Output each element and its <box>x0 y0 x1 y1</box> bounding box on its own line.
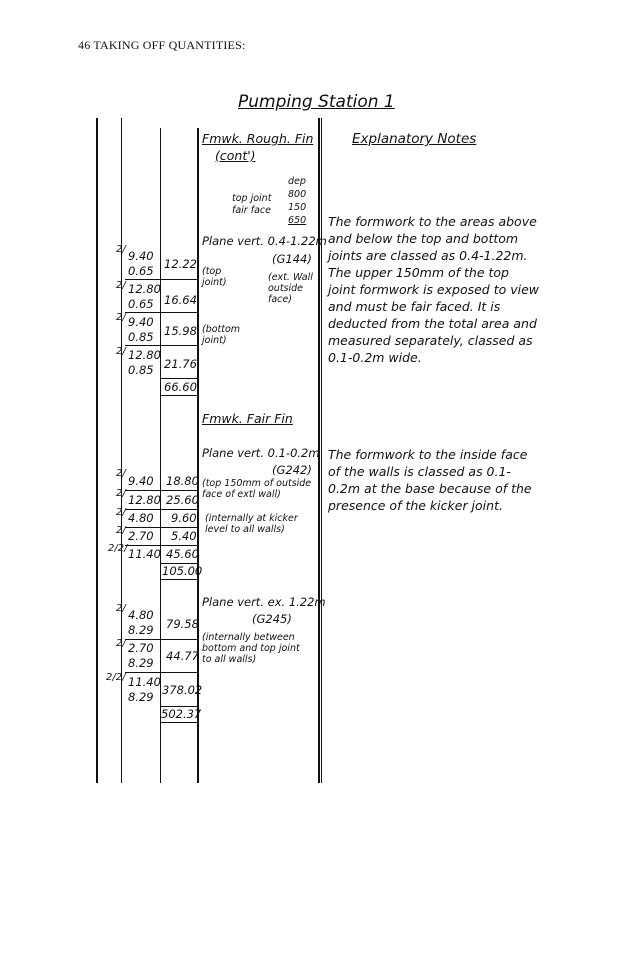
fair-face-label: fair face <box>232 205 271 216</box>
timesing: 2/ <box>116 488 126 499</box>
dim-length: 12.80 <box>128 282 161 296</box>
dim-squared: 21.76 <box>164 357 197 371</box>
dim-squared: 378.02 <box>162 683 203 697</box>
dim-length: 9.40 <box>128 315 154 329</box>
item1-total-box <box>160 378 198 396</box>
item3-total: 502.37 <box>161 707 202 721</box>
dim-squared: 79.58 <box>166 617 199 631</box>
dim-squared: 45.60 <box>166 547 199 561</box>
timesing: 2/2/ <box>108 543 128 554</box>
dim-height: 0.65 <box>128 297 154 311</box>
dim-rule <box>125 509 197 510</box>
dim-squared: 16.64 <box>164 293 197 307</box>
item2-note-b: (internally at kicker level to all walls) <box>205 513 298 535</box>
dim-squared: 18.80 <box>166 474 199 488</box>
dim-rule <box>125 345 197 346</box>
top-joint-label: top joint <box>232 193 272 204</box>
dim-rule <box>125 639 197 640</box>
dim-height: 8.29 <box>128 656 154 670</box>
depth-label: dep <box>288 176 306 187</box>
dim-squared: 15.98 <box>164 324 197 338</box>
dim-length: 11.40 <box>128 675 161 689</box>
item3-description: Plane vert. ex. 1.22m <box>202 595 326 609</box>
dim-rule <box>125 312 197 313</box>
timesing: 2/ <box>116 468 126 479</box>
item1-description: Plane vert. 0.4-1.22m <box>202 234 327 248</box>
item2-total-box <box>160 563 203 580</box>
dim-length: 9.40 <box>128 249 154 263</box>
explanatory-heading: Explanatory Notes <box>352 131 477 147</box>
column-rule <box>321 118 322 783</box>
dim-height: 0.85 <box>128 363 154 377</box>
timesing: 2/2/ <box>106 672 126 683</box>
dim-height: 0.85 <box>128 330 154 344</box>
item1-total: 66.60 <box>164 380 197 394</box>
item2-description: Plane vert. 0.1-0.2m <box>202 446 320 460</box>
column-rule <box>121 118 122 783</box>
dim-rule <box>125 279 197 280</box>
timesing: 2/ <box>116 603 126 614</box>
depth-650: 650 <box>288 215 307 226</box>
dim-squared: 9.60 <box>171 511 197 525</box>
item2-code: (G242) <box>272 463 312 477</box>
page-title: Pumping Station 1 <box>238 92 395 112</box>
depth-150: 150 <box>288 202 307 213</box>
timesing: 2/ <box>116 346 126 357</box>
column-rule <box>96 118 98 783</box>
dim-length: 11.40 <box>128 547 161 561</box>
dim-rule <box>125 527 197 528</box>
dim-height: 0.65 <box>128 264 154 278</box>
item1-ext-wall: (ext. Wall outside face) <box>268 272 313 305</box>
timesing: 2/ <box>116 525 126 536</box>
timesing: 2/ <box>116 638 126 649</box>
item2-note-a: (top 150mm of outside face of extl wall) <box>202 478 312 500</box>
dim-length: 12.80 <box>128 348 161 362</box>
dim-length: 4.80 <box>128 608 154 622</box>
dim-length: 2.70 <box>128 641 154 655</box>
rough-fin-heading: Fmwk. Rough. Fin <box>202 131 314 146</box>
dim-rule <box>125 672 197 673</box>
item3-code: (G245) <box>252 612 292 626</box>
dim-squared: 25.60 <box>166 493 199 507</box>
item1-top-joint: (top joint) <box>202 266 227 288</box>
item3-total-box <box>160 706 202 723</box>
timesing: 2/ <box>116 280 126 291</box>
dim-squared: 44.77 <box>166 649 199 663</box>
dim-squared: 5.40 <box>171 529 197 543</box>
item1-code: (G144) <box>272 252 312 266</box>
item1-bottom-joint: (bottom joint) <box>202 324 241 346</box>
dim-rule <box>125 545 197 546</box>
fair-fin-heading: Fmwk. Fair Fin <box>202 411 293 426</box>
note-1: The formwork to the areas above and below the top and bottom joints are classed as 0.4-1.22m. The upper 150mm of the top joint formwork is exposed to view and must be fair faced. It is deducted from the total area and measured separately, classed as 0.1-0.2m wide. <box>328 214 540 365</box>
item2-total: 105.00 <box>162 564 203 578</box>
dim-squared: 12.22 <box>164 257 197 271</box>
timesing: 2/ <box>116 244 126 255</box>
page-header: 46 TAKING OFF QUANTITIES: <box>78 38 246 52</box>
dim-length: 9.40 <box>128 474 154 488</box>
dim-length: 2.70 <box>128 529 154 543</box>
timesing: 2/ <box>116 312 126 323</box>
dim-height: 8.29 <box>128 690 154 704</box>
timesing: 2/ <box>116 507 126 518</box>
note-2: The formwork to the inside face of the walls is classed as 0.1-0.2m at the base because of the presence of the kicker joint. <box>328 447 532 513</box>
rough-fin-cont: (cont') <box>215 148 256 163</box>
depth-800: 800 <box>288 189 307 200</box>
dim-length: 4.80 <box>128 511 154 525</box>
dim-length: 12.80 <box>128 493 161 507</box>
dim-height: 8.29 <box>128 623 154 637</box>
item3-note: (internally between bottom and top joint to all walls) <box>202 632 300 665</box>
dim-rule <box>125 490 197 491</box>
